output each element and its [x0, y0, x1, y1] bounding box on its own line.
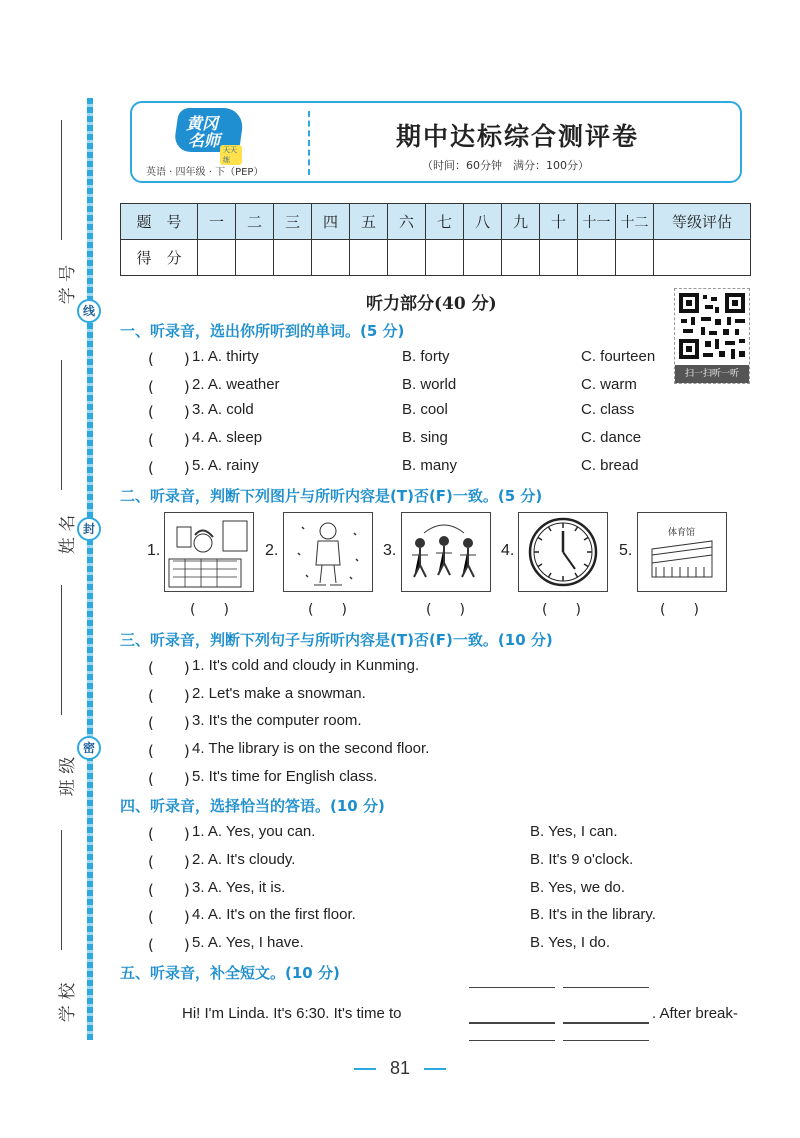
section-1-title: 一、听录音，选出你所听到的单词。(5 分) — [120, 322, 405, 340]
score-cell[interactable] — [502, 240, 540, 276]
picture-sick-in-bed — [164, 512, 254, 592]
score-cell[interactable] — [578, 240, 616, 276]
subject-label: 英语 · 四年级 · 下（PEP） — [146, 167, 264, 178]
score-cell[interactable] — [274, 240, 312, 276]
footer-dash-right — [424, 1068, 446, 1070]
section-3-title: 三、听录音，判断下列句子与所听内容是(T)否(F)一致。(10 分) — [120, 631, 553, 649]
score-row-label: 得 分 — [121, 240, 198, 276]
binding-margin — [0, 0, 100, 1138]
picture-4-answer[interactable]: ( ) — [542, 602, 581, 618]
s3-sentence-4: 4. The library is on the second floor. — [192, 740, 430, 757]
name-line[interactable] — [61, 360, 62, 490]
s1-q1-option-b: B. forty — [402, 348, 450, 365]
s3-sentence-5: 5. It's time for English class. — [192, 768, 378, 785]
section-4-title: 四、听录音，选择恰当的答语。(10 分) — [120, 797, 385, 815]
passage-text-start: Hi! I'm Linda. It's 6:30. It's time to — [182, 1005, 402, 1022]
brand-logo — [176, 108, 242, 164]
logo-text-2: 名师 — [188, 131, 221, 150]
s4-q5-option-b: B. Yes, I do. — [530, 934, 611, 951]
s4-q4-option-a: 4. A. It's on the first floor. — [192, 906, 356, 923]
picture-3-number: 3. — [383, 542, 397, 559]
s1-q5-option-c: C. bread — [581, 457, 639, 474]
answer-bracket[interactable]: ( ) — [148, 881, 190, 899]
s4-q5-option-a: 5. A. Yes, I have. — [192, 934, 304, 951]
s1-q5-option-b: B. many — [402, 457, 458, 474]
listening-part-title: 听力部分(40 分) — [366, 294, 497, 314]
th-9: 九 — [502, 204, 540, 240]
score-cell[interactable] — [312, 240, 350, 276]
score-cell[interactable] — [350, 240, 388, 276]
fill-blank[interactable] — [563, 1040, 649, 1041]
gym-sign: 体育馆 — [668, 528, 696, 538]
picture-5-answer[interactable]: ( ) — [660, 602, 699, 618]
seal-seal: 封 — [77, 517, 101, 541]
th-6: 六 — [388, 204, 426, 240]
s3-sentence-2: 2. Let's make a snowman. — [192, 685, 366, 702]
th-7: 七 — [426, 204, 464, 240]
s1-q2-option-a: 2. A. weather — [192, 376, 280, 393]
answer-bracket[interactable]: ( ) — [148, 825, 190, 843]
fill-blank[interactable] — [469, 1040, 555, 1041]
answer-bracket[interactable]: ( ) — [148, 742, 190, 760]
s1-q3-option-b: B. cool — [402, 401, 448, 418]
score-table — [120, 203, 751, 276]
s4-q4-option-b: B. It's in the library. — [530, 906, 656, 923]
th-11: 十一 — [578, 204, 616, 240]
page-footer — [0, 1058, 800, 1079]
answer-bracket[interactable]: ( ) — [148, 853, 190, 871]
score-cell[interactable] — [236, 240, 274, 276]
school-label: 学 校 — [58, 982, 79, 1023]
binding-strip — [87, 98, 93, 1040]
clock-icon — [519, 513, 607, 591]
answer-bracket[interactable]: ( ) — [148, 659, 190, 677]
picture-cold-child — [283, 512, 373, 592]
s1-q3-option-a: 3. A. cold — [192, 401, 254, 418]
s1-q4-option-a: 4. A. sleep — [192, 429, 263, 446]
answer-bracket[interactable]: ( ) — [148, 908, 190, 926]
picture-2-number: 2. — [265, 542, 279, 559]
s3-sentence-1: 1. It's cold and cloudy in Kunming. — [192, 657, 420, 674]
class-line[interactable] — [61, 585, 62, 715]
score-cell[interactable] — [198, 240, 236, 276]
exam-info: （时间：60分钟 满分：100分） — [422, 159, 589, 172]
score-cell[interactable] — [540, 240, 578, 276]
s1-q1-option-c: C. fourteen — [581, 348, 656, 365]
answer-bracket[interactable]: ( ) — [148, 687, 190, 705]
answer-bracket[interactable]: ( ) — [148, 403, 190, 421]
s1-q2-option-c: C. warm — [581, 376, 637, 393]
answer-bracket[interactable]: ( ) — [148, 378, 190, 396]
name-label: 姓 名 — [58, 514, 79, 555]
class-label: 班 级 — [58, 756, 79, 797]
s4-q3-option-a: 3. A. Yes, it is. — [192, 879, 286, 896]
th-1: 一 — [198, 204, 236, 240]
s4-q2-option-b: B. It's 9 o'clock. — [530, 851, 634, 868]
student-id-label: 学 号 — [58, 264, 79, 305]
th-3: 三 — [274, 204, 312, 240]
s1-q4-option-c: C. dance — [581, 429, 642, 446]
s1-q3-option-c: C. class — [581, 401, 635, 418]
th-10: 十 — [540, 204, 578, 240]
th-2: 二 — [236, 204, 274, 240]
picture-5-number: 5. — [619, 542, 633, 559]
picture-clock — [518, 512, 608, 592]
s4-q1-option-a: 1. A. Yes, you can. — [192, 823, 316, 840]
exam-title: 期中达标综合测评卷 — [396, 122, 640, 151]
s4-q2-option-a: 2. A. It's cloudy. — [192, 851, 296, 868]
logo-tag: 天天练 — [220, 145, 242, 165]
footer-dash-left — [354, 1068, 376, 1070]
score-table-row — [121, 240, 751, 276]
qr-caption: 扫一扫听一听 — [675, 365, 749, 383]
s4-q1-option-b: B. Yes, I can. — [530, 823, 618, 840]
s3-sentence-3: 3. It's the computer room. — [192, 712, 362, 729]
score-cell[interactable] — [426, 240, 464, 276]
th-label: 题 号 — [121, 204, 198, 240]
th-4: 四 — [312, 204, 350, 240]
s1-q1-option-a: 1. A. thirty — [192, 348, 259, 365]
answer-bracket[interactable]: ( ) — [148, 770, 190, 788]
th-12: 十二 — [616, 204, 654, 240]
answer-bracket[interactable]: ( ) — [148, 714, 190, 732]
qr-code-icon — [675, 289, 749, 365]
picture-children-playing — [401, 512, 491, 592]
s1-q5-option-a: 5. A. rainy — [192, 457, 259, 474]
th-8: 八 — [464, 204, 502, 240]
picture-3-answer[interactable]: ( ) — [426, 602, 465, 618]
score-cell[interactable] — [464, 240, 502, 276]
picture-1-answer[interactable]: ( ) — [190, 602, 229, 618]
s4-q3-option-b: B. Yes, we do. — [530, 879, 626, 896]
score-table-header — [121, 204, 751, 240]
answer-bracket[interactable]: ( ) — [148, 936, 190, 954]
section-2-title: 二、听录音，判断下列图片与所听内容是(T)否(F)一致。(5 分) — [120, 487, 543, 505]
th-grade: 等级评估 — [654, 204, 751, 240]
seal-line: 线 — [77, 299, 101, 323]
section-5-title: 五、听录音，补全短文。(10 分) — [120, 964, 340, 982]
passage-text-end: . After break- — [652, 1005, 738, 1022]
fill-blank[interactable] — [469, 1022, 555, 1024]
grade-cell[interactable] — [654, 240, 751, 276]
s1-q4-option-b: B. sing — [402, 429, 448, 446]
answer-bracket[interactable]: ( ) — [148, 459, 190, 477]
score-cell[interactable] — [616, 240, 654, 276]
exam-header — [130, 101, 742, 183]
th-5: 五 — [350, 204, 388, 240]
fill-blank[interactable] — [563, 1022, 649, 1024]
seal-secret: 密 — [77, 736, 101, 760]
picture-1-number: 1. — [147, 542, 161, 559]
header-divider — [308, 111, 310, 175]
fill-blank[interactable] — [469, 987, 555, 988]
school-line[interactable] — [61, 830, 62, 950]
picture-gym — [637, 512, 727, 592]
picture-4-number: 4. — [501, 542, 515, 559]
qr-code[interactable] — [674, 288, 750, 384]
score-cell[interactable] — [388, 240, 426, 276]
fill-blank[interactable] — [563, 987, 649, 988]
answer-bracket[interactable]: ( ) — [148, 350, 190, 368]
page-number: 81 — [389, 1058, 411, 1078]
logo-text-1: 黄冈 — [186, 114, 219, 133]
picture-2-answer[interactable]: ( ) — [308, 602, 347, 618]
student-id-line[interactable] — [61, 120, 62, 240]
s1-q2-option-b: B. world — [402, 376, 457, 393]
answer-bracket[interactable]: ( ) — [148, 431, 190, 449]
